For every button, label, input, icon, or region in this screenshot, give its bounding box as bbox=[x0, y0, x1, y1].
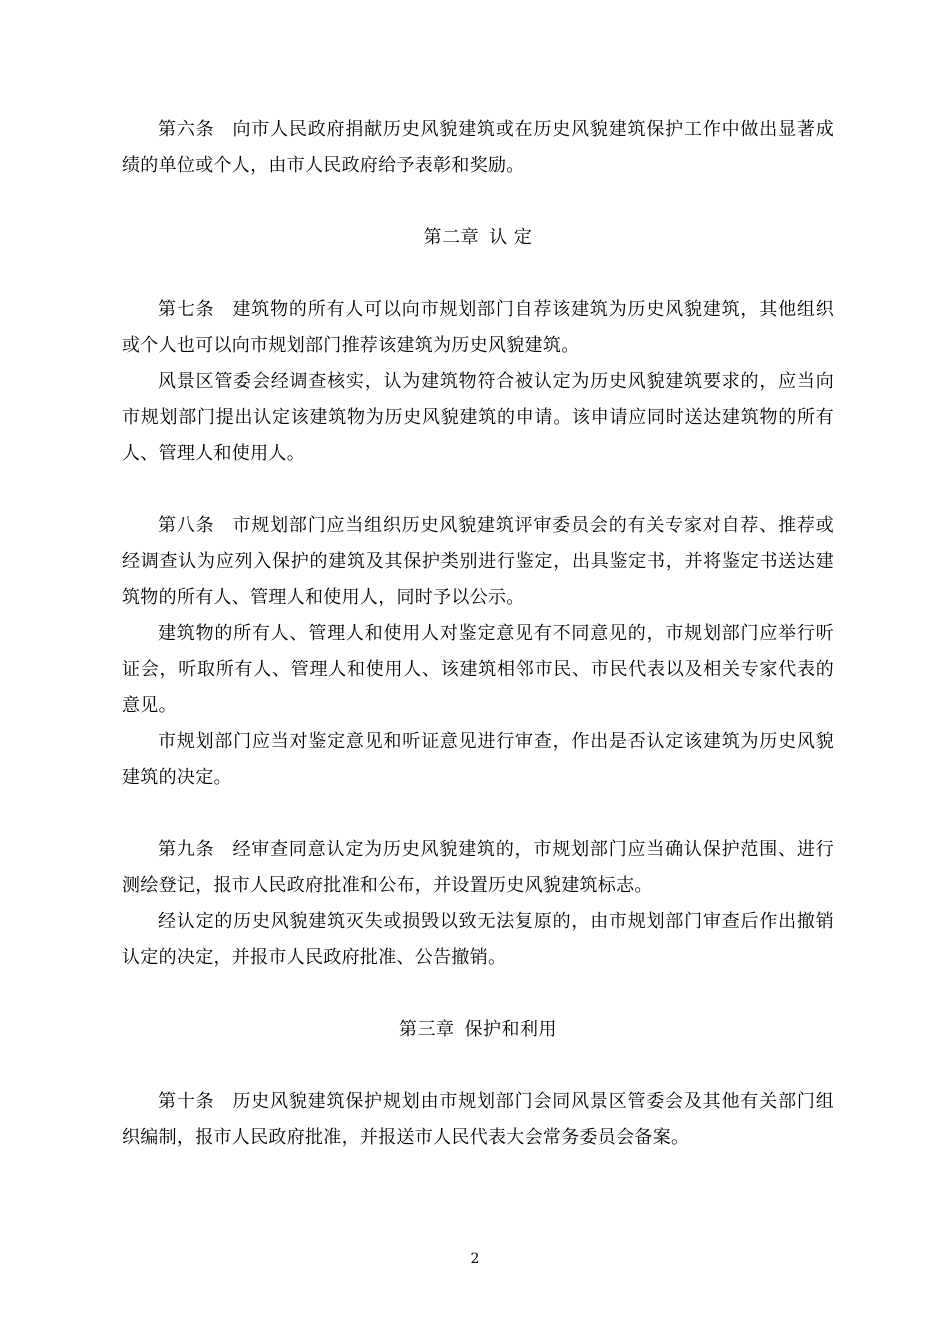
chapter-3-number: 第三章 bbox=[399, 1019, 455, 1040]
document-body bbox=[122, 112, 834, 1156]
article-7-label: 第七条 bbox=[158, 299, 215, 320]
article-8-text: 市规划部门应当组织历史风貌建筑评审委员会的有关专家对自荐、推荐或经调查认为应列入保护的建筑及其保护类别进行鉴定，出具鉴定书，并将鉴定书送达建筑物的所有人、管理人和使用人，同时予以公示。 bbox=[122, 515, 834, 608]
spacer bbox=[122, 184, 834, 220]
article-10 bbox=[122, 1084, 834, 1156]
article-9-paragraph-2: 经认定的历史风貌建筑灭失或损毁以致无法复原的，由市规划部门审查后作出撤销认定的决定，并报市人民政府批准、公告撤销。 bbox=[122, 911, 834, 968]
article-9-text: 经审查同意认定为历史风貌建筑的，市规划部门应当确认保护范围、进行测绘登记，报市人民政府批准和公布，并设置历史风貌建筑标志。 bbox=[122, 839, 834, 896]
article-8-paragraph-2: 建筑物的所有人、管理人和使用人对鉴定意见有不同意见的，市规划部门应举行听证会，听取所有人、管理人和使用人、该建筑相邻市民、市民代表以及相关专家代表的意见。 bbox=[122, 623, 834, 716]
chapter-3-heading bbox=[122, 1012, 834, 1048]
article-10-text: 历史风貌建筑保护规划由市规划部门会同风景区管委会及其他有关部门组织编制，报市人民政府批准，并报送市人民代表大会常务委员会备案。 bbox=[122, 1091, 834, 1148]
spacer bbox=[122, 976, 834, 1012]
article-8-paragraph-3: 市规划部门应当对鉴定意见和听证意见进行审查，作出是否认定该建筑为历史风貌建筑的决定。 bbox=[122, 731, 834, 788]
chapter-2-number: 第二章 bbox=[423, 227, 480, 248]
article-7 bbox=[122, 292, 834, 364]
article-7-text: 建筑物的所有人可以向市规划部门自荐该建筑为历史风貌建筑，其他组织或个人也可以向市规划部门推荐该建筑为历史风貌建筑。 bbox=[122, 299, 834, 356]
article-8-label: 第八条 bbox=[158, 515, 215, 536]
spacer bbox=[122, 1048, 834, 1084]
page-number: 2 bbox=[470, 1251, 480, 1267]
chapter-3-title: 保护和利用 bbox=[464, 1019, 557, 1040]
chapter-2-heading bbox=[122, 220, 834, 256]
article-9-label: 第九条 bbox=[158, 839, 215, 860]
chapter-2-title: 认 定 bbox=[489, 227, 533, 248]
article-9 bbox=[122, 832, 834, 904]
article-6-text: 向市人民政府捐献历史风貌建筑或在历史风貌建筑保护工作中做出显著成绩的单位或个人，由市人民政府给予表彰和奖励。 bbox=[122, 119, 834, 176]
spacer bbox=[122, 796, 834, 832]
spacer bbox=[122, 256, 834, 292]
article-6 bbox=[122, 112, 834, 184]
article-10-label: 第十条 bbox=[158, 1091, 215, 1112]
spacer bbox=[122, 472, 834, 508]
article-6-label: 第六条 bbox=[158, 119, 215, 140]
article-8 bbox=[122, 508, 834, 616]
article-7-paragraph-2: 风景区管委会经调查核实，认为建筑物符合被认定为历史风貌建筑要求的，应当向市规划部门提出认定该建筑物为历史风貌建筑的申请。该申请应同时送达建筑物的所有人、管理人和使用人。 bbox=[122, 371, 834, 464]
